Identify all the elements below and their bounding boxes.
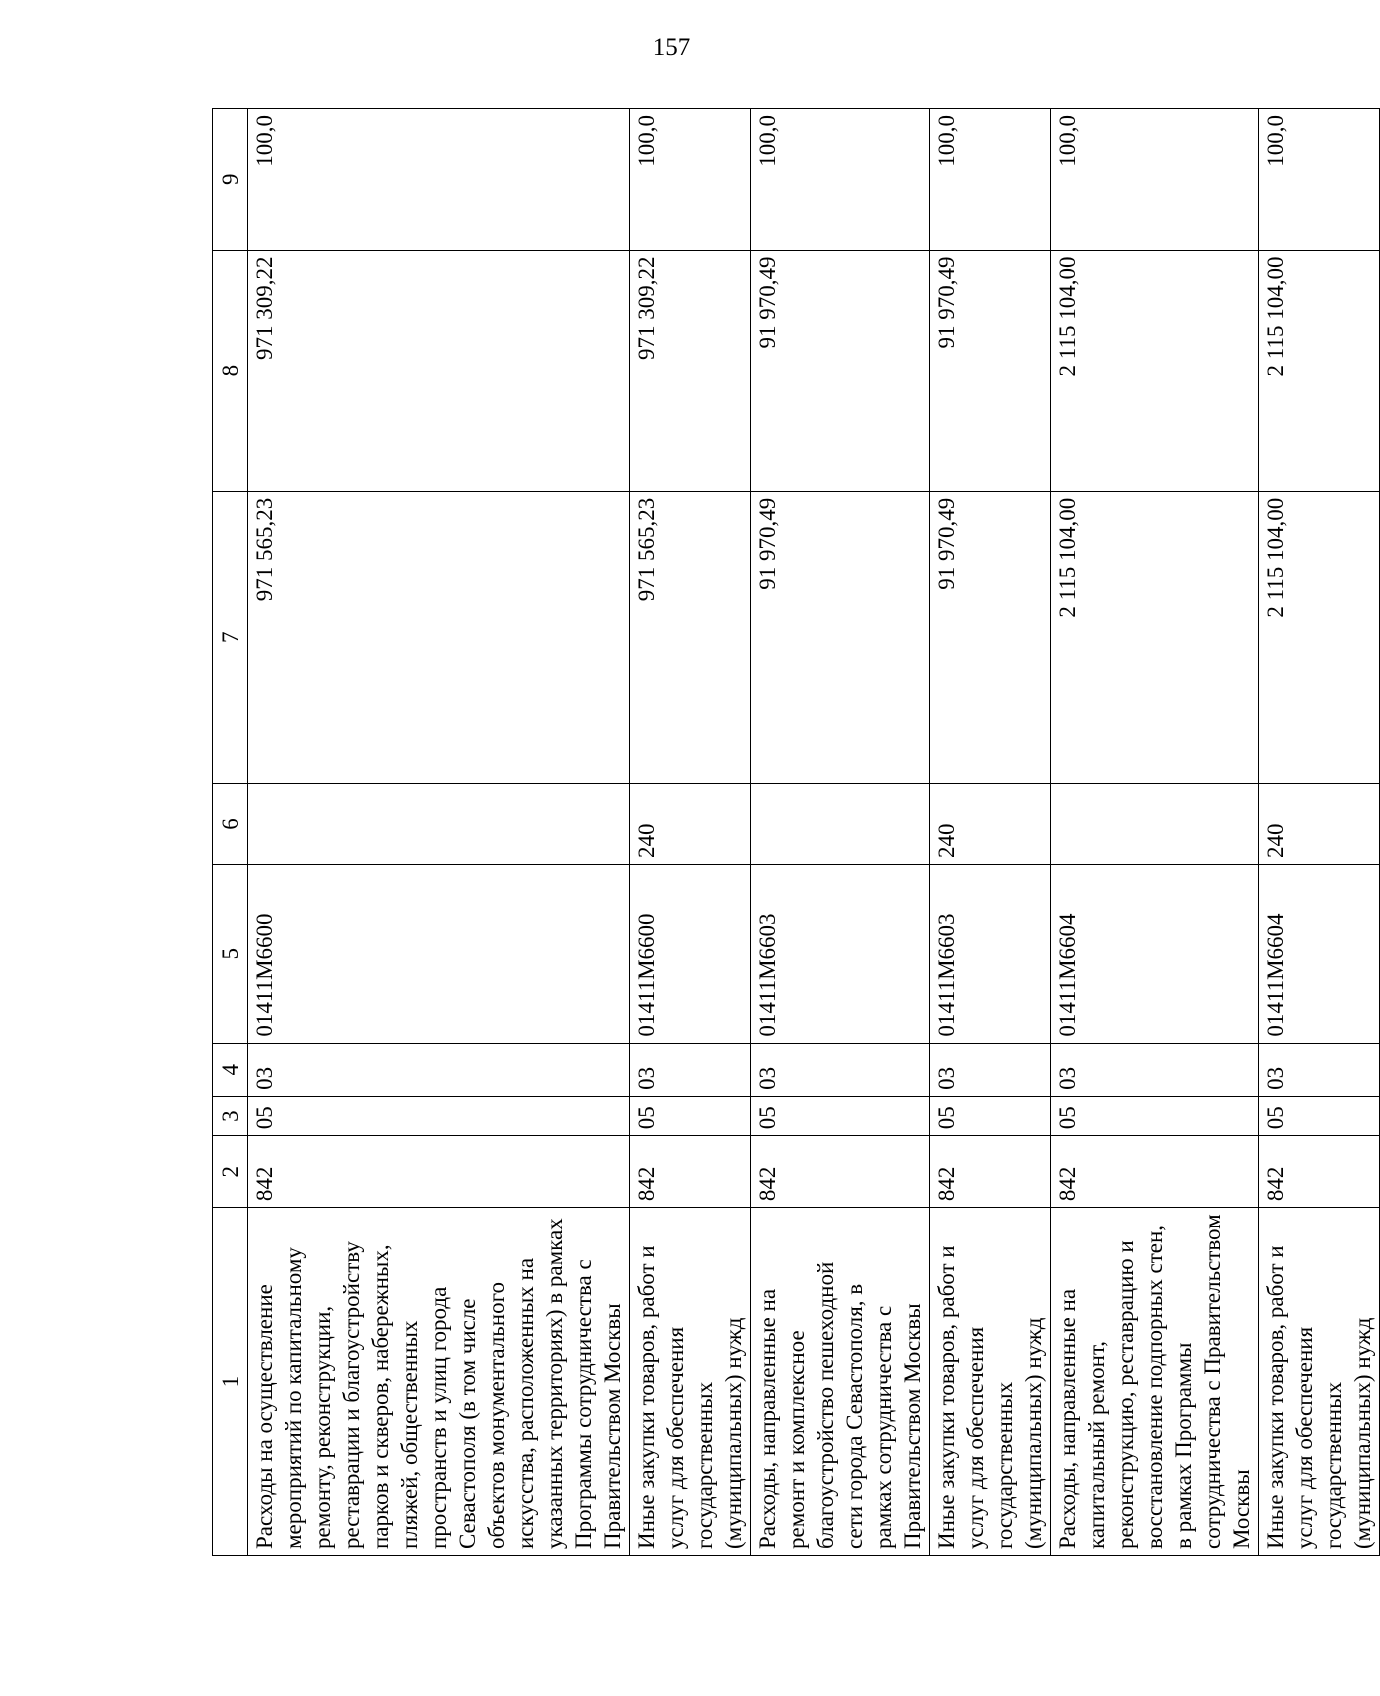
- section-code: 05: [751, 1096, 930, 1135]
- expense-type-code: 240: [930, 783, 1051, 864]
- execution-percent: 100,0: [1051, 109, 1259, 251]
- table-row: [248, 109, 630, 1556]
- executed-amount: 2 115 104,00: [1051, 250, 1259, 491]
- ministry-code: 842: [930, 1136, 1051, 1208]
- table-row: [751, 109, 930, 1556]
- execution-percent: 100,0: [630, 109, 751, 251]
- section-code: 05: [930, 1096, 1051, 1135]
- row-name: Иные закупки товаров, работ и услуг для обеспечения государственных (муниципальных) нужд: [930, 1208, 1051, 1556]
- column-header: 1: [213, 1208, 248, 1556]
- expense-type-code: 240: [1259, 783, 1380, 864]
- execution-percent: 100,0: [751, 109, 930, 251]
- table-row: [1259, 109, 1380, 1556]
- row-name: Расходы, направленные на капитальный ремонт, реконструкцию, реставрацию и восстановление подпорных стен, в рамках Программы сотрудничества с Правительством Москвы: [1051, 1208, 1259, 1556]
- table-row: [630, 109, 751, 1556]
- section-code: 05: [1051, 1096, 1259, 1135]
- ministry-code: 842: [1259, 1136, 1380, 1208]
- target-article-code: 01411М6603: [930, 865, 1051, 1044]
- subsection-code: 03: [1051, 1043, 1259, 1096]
- section-code: 05: [630, 1096, 751, 1135]
- planned-amount: 2 115 104,00: [1051, 491, 1259, 783]
- rotated-table-container: [212, 108, 1375, 1556]
- column-header: 4: [213, 1043, 248, 1096]
- column-header: 9: [213, 109, 248, 251]
- planned-amount: 971 565,23: [630, 491, 751, 783]
- column-header: 6: [213, 783, 248, 864]
- section-code: 05: [1259, 1096, 1380, 1135]
- table-row: [1051, 109, 1259, 1556]
- executed-amount: 971 309,22: [248, 250, 630, 491]
- planned-amount: 971 565,23: [248, 491, 630, 783]
- row-name: Расходы, направленные на ремонт и комплексное благоустройство пешеходной сети города Севастополя, в рамках сотрудничества с Правительством Москвы: [751, 1208, 930, 1556]
- column-header: 8: [213, 250, 248, 491]
- column-header: 7: [213, 491, 248, 783]
- execution-percent: 100,0: [930, 109, 1051, 251]
- subsection-code: 03: [1259, 1043, 1380, 1096]
- expense-type-code: [248, 783, 630, 864]
- budget-table: [212, 108, 1380, 1556]
- target-article-code: 01411М6604: [1259, 865, 1380, 1044]
- ministry-code: 842: [248, 1136, 630, 1208]
- target-article-code: 01411М6600: [248, 865, 630, 1044]
- ministry-code: 842: [630, 1136, 751, 1208]
- planned-amount: 91 970,49: [930, 491, 1051, 783]
- planned-amount: 2 115 104,00: [1259, 491, 1380, 783]
- executed-amount: 91 970,49: [930, 250, 1051, 491]
- target-article-code: 01411М6604: [1051, 865, 1259, 1044]
- target-article-code: 01411М6603: [751, 865, 930, 1044]
- target-article-code: 01411М6600: [630, 865, 751, 1044]
- column-header: 2: [213, 1136, 248, 1208]
- subsection-code: 03: [248, 1043, 630, 1096]
- execution-percent: 100,0: [248, 109, 630, 251]
- subsection-code: 03: [930, 1043, 1051, 1096]
- row-name: Расходы на осуществление мероприятий по капитальному ремонту, реконструкции, реставрации и благоустройству парков и скверов, набережных, пляжей, общественных пространств и улиц города Севастополя (в том числе объектов монументального искусства, расположенных на указанных территориях) в рамках Программы сотрудничества с Правительством Москвы: [248, 1208, 630, 1556]
- executed-amount: 91 970,49: [751, 250, 930, 491]
- execution-percent: 100,0: [1259, 109, 1380, 251]
- ministry-code: 842: [751, 1136, 930, 1208]
- subsection-code: 03: [751, 1043, 930, 1096]
- executed-amount: 971 309,22: [630, 250, 751, 491]
- row-name: Иные закупки товаров, работ и услуг для обеспечения государственных (муниципальных) нужд: [1259, 1208, 1380, 1556]
- expense-type-code: 240: [630, 783, 751, 864]
- row-name: Иные закупки товаров, работ и услуг для обеспечения государственных (муниципальных) нужд: [630, 1208, 751, 1556]
- planned-amount: 91 970,49: [751, 491, 930, 783]
- column-header: 3: [213, 1096, 248, 1135]
- expense-type-code: [751, 783, 930, 864]
- column-header: 5: [213, 865, 248, 1044]
- table-header-row: [213, 109, 248, 1556]
- expense-type-code: [1051, 783, 1259, 864]
- executed-amount: 2 115 104,00: [1259, 250, 1380, 491]
- table-row: [930, 109, 1051, 1556]
- ministry-code: 842: [1051, 1136, 1259, 1208]
- section-code: 05: [248, 1096, 630, 1135]
- subsection-code: 03: [630, 1043, 751, 1096]
- page-number: 157: [652, 34, 691, 61]
